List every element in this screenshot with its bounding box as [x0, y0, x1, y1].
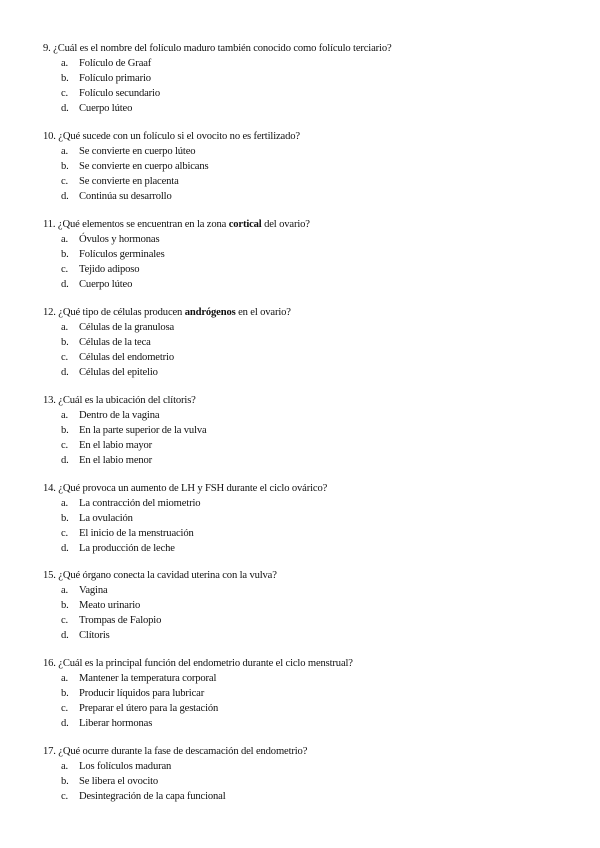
option-letter: b.	[61, 337, 69, 348]
option-text: Cuerpo lúteo	[79, 103, 133, 114]
option-text: Folículo secundario	[79, 88, 161, 99]
question-text: 17. ¿Qué ocurre durante la fase de descamación del endometrio?	[43, 746, 308, 757]
option-letter: d.	[61, 279, 69, 290]
option-text: Trompas de Falopio	[79, 615, 162, 626]
option-text: Células de la granulosa	[79, 322, 175, 333]
option-letter: b.	[61, 161, 69, 172]
option-text: Meato urinario	[79, 600, 141, 611]
option-text: Los folículos maduran	[79, 761, 172, 772]
option-letter: a.	[61, 234, 69, 245]
option-letter: a.	[61, 410, 69, 421]
question-text: 11. ¿Qué elementos se encuentran en la zona cortical del ovario?	[43, 219, 310, 230]
option-letter: b.	[61, 513, 69, 524]
option-letter: a.	[61, 498, 69, 509]
question-text: 13. ¿Cuál es la ubicación del clítoris?	[43, 395, 196, 406]
option-letter: c.	[61, 528, 69, 539]
option-text: Liberar hormonas	[79, 718, 153, 729]
option-letter: c.	[61, 176, 69, 187]
option-text: Folículo primario	[79, 73, 151, 84]
option-letter: a.	[61, 673, 69, 684]
option-letter: a.	[61, 58, 69, 69]
option-letter: d.	[61, 543, 69, 554]
bold-term: andrógenos	[184, 307, 236, 318]
option-letter: c.	[61, 264, 69, 275]
option-letter: a.	[61, 761, 69, 772]
option-letter: d.	[61, 103, 69, 114]
option-letter: a.	[61, 146, 69, 157]
question-text: 14. ¿Qué provoca un aumento de LH y FSH durante el ciclo ovárico?	[43, 483, 328, 494]
option-text: Preparar el útero para la gestación	[79, 703, 219, 714]
option-letter: b.	[61, 249, 69, 260]
option-letter: d.	[61, 455, 69, 466]
option-text: La contracción del miometrio	[79, 498, 201, 509]
option-letter: b.	[61, 600, 69, 611]
option-letter: d.	[61, 630, 69, 641]
option-letter: a.	[61, 585, 69, 596]
option-letter: c.	[61, 352, 69, 363]
option-letter: d.	[61, 191, 69, 202]
option-letter: b.	[61, 688, 69, 699]
option-letter: c.	[61, 440, 69, 451]
option-letter: b.	[61, 776, 69, 787]
option-text: Desintegración de la capa funcional	[79, 791, 226, 802]
option-text: La producción de leche	[79, 543, 175, 554]
option-letter: d.	[61, 718, 69, 729]
question-text: 12. ¿Qué tipo de células producen andrógenos en el ovario?	[43, 307, 291, 318]
option-text: Clítoris	[79, 630, 110, 641]
option-text: Continúa su desarrollo	[79, 191, 172, 202]
question-text: 15. ¿Qué órgano conecta la cavidad uterina con la vulva?	[43, 570, 277, 581]
option-text: Se convierte en placenta	[79, 176, 179, 187]
question-text: 10. ¿Qué sucede con un folículo si el ovocito no es fertilizado?	[43, 131, 300, 142]
option-text: Folículo de Graaf	[79, 58, 152, 69]
option-text: Se convierte en cuerpo lúteo	[79, 146, 196, 157]
option-letter: b.	[61, 73, 69, 84]
option-text: La ovulación	[79, 513, 133, 524]
option-text: Células del epitelio	[79, 367, 158, 378]
option-text: Cuerpo lúteo	[79, 279, 133, 290]
option-letter: c.	[61, 791, 69, 802]
option-letter: c.	[61, 615, 69, 626]
option-text: En el labio mayor	[79, 440, 153, 451]
option-text: Vagina	[79, 585, 108, 596]
option-text: El inicio de la menstruación	[79, 528, 194, 539]
option-letter: a.	[61, 322, 69, 333]
option-letter: b.	[61, 425, 69, 436]
bold-term: cortical	[228, 219, 262, 230]
option-letter: c.	[61, 88, 69, 99]
option-text: Producir líquidos para lubricar	[79, 688, 205, 699]
option-text: En la parte superior de la vulva	[79, 425, 207, 436]
option-letter: c.	[61, 703, 69, 714]
option-text: Células del endometrio	[79, 352, 174, 363]
option-text: Células de la teca	[79, 337, 151, 348]
option-text: Se libera el ovocito	[79, 776, 159, 787]
question-text: 9. ¿Cuál es el nombre del folículo maduro también conocido como folículo terciario?	[43, 43, 392, 54]
option-text: Tejido adiposo	[79, 264, 140, 275]
option-text: Mantener la temperatura corporal	[79, 673, 217, 684]
option-text: Óvulos y hormonas	[79, 234, 160, 245]
question-text: 16. ¿Cuál es la principal función del endometrio durante el ciclo menstrual?	[43, 658, 353, 669]
option-text: Se convierte en cuerpo albicans	[79, 161, 209, 172]
option-text: Folículos germinales	[79, 249, 165, 260]
option-text: Dentro de la vagina	[79, 410, 160, 421]
option-text: En el labio menor	[79, 455, 153, 466]
option-letter: d.	[61, 367, 69, 378]
